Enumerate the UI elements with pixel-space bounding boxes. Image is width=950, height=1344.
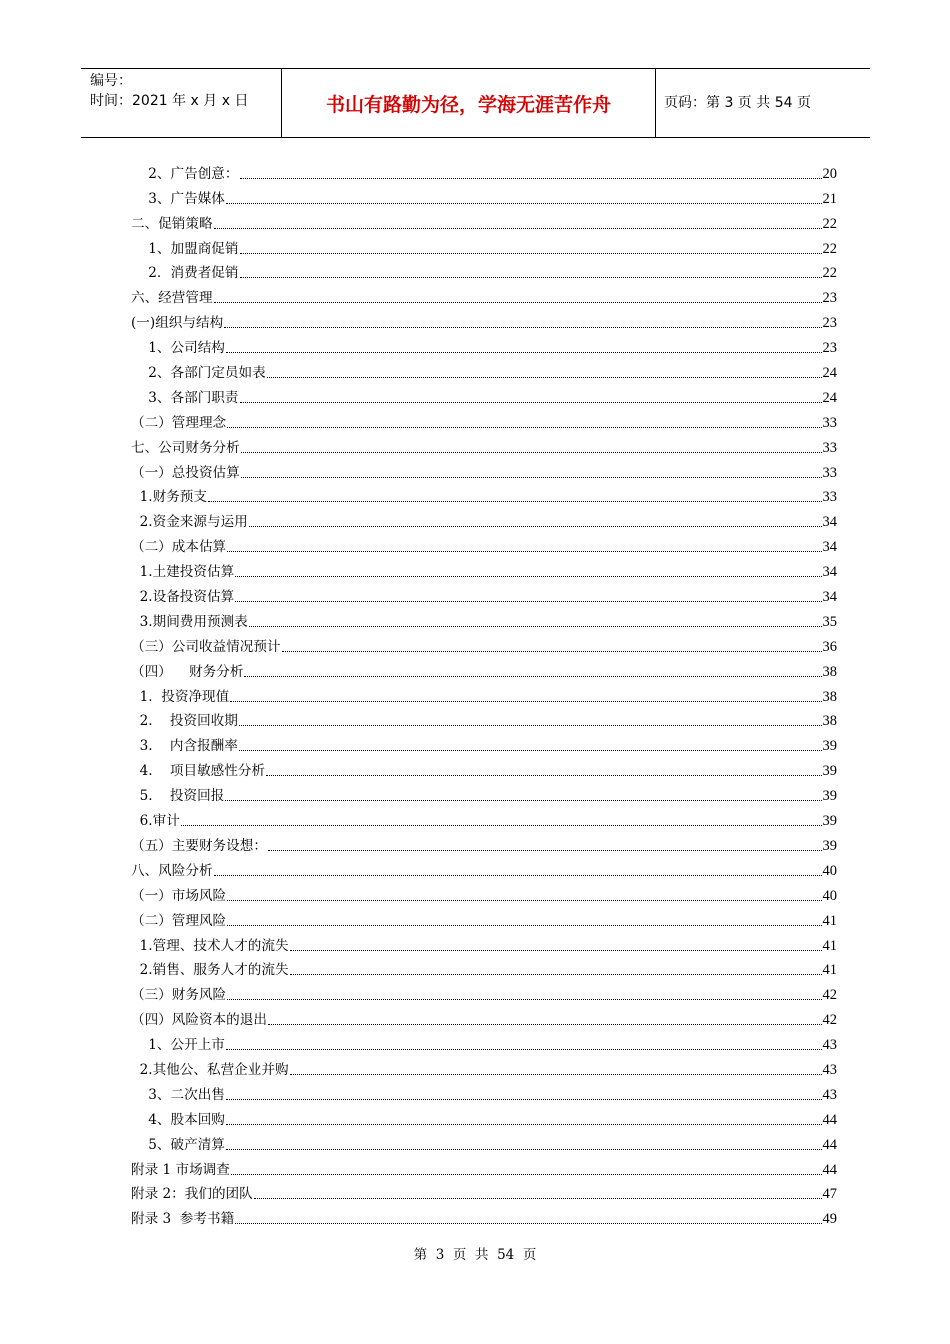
toc-entry[interactable] — [131, 979, 837, 1004]
toc-entry-page: 44 — [822, 1161, 837, 1178]
toc-leader-dots — [249, 626, 822, 627]
toc-entry-title: （四）风险资本的退出 — [131, 1012, 267, 1029]
toc-entry-page: 44 — [822, 1111, 837, 1128]
toc-entry-page: 33 — [822, 439, 837, 456]
toc-entry[interactable] — [131, 855, 837, 880]
toc-entry-title: 5. 投资回报 — [131, 788, 225, 805]
toc-entry-title: 3. 内含报酬率 — [131, 738, 238, 755]
table-of-contents — [131, 158, 837, 1228]
toc-entry-title: 6.审计 — [131, 813, 180, 830]
toc-entry-page: 38 — [822, 713, 837, 730]
toc-entry-page: 39 — [822, 738, 837, 755]
toc-leader-dots — [240, 277, 822, 278]
toc-entry[interactable] — [131, 457, 837, 482]
toc-entry[interactable] — [131, 681, 837, 706]
toc-entry[interactable] — [131, 432, 837, 457]
toc-entry-title: 3.期间费用预测表 — [131, 613, 248, 630]
toc-entry-title: 2.设备投资估算 — [131, 589, 235, 606]
toc-entry-title: 1.土建投资估算 — [131, 564, 235, 581]
header-info-cell — [81, 69, 281, 137]
toc-entry[interactable] — [131, 332, 837, 357]
toc-entry-title: （五）主要财务设想： — [131, 837, 267, 854]
toc-entry-title: （一）总投资估算 — [131, 464, 240, 481]
header-motto: 书山有路勤为径，学海无涯苦作舟 — [325, 94, 611, 116]
toc-entry-page: 40 — [822, 887, 837, 904]
header-page-info: 页码：第 3 页 共 54 页 — [664, 95, 811, 111]
toc-entry-title: 七、公司财务分析 — [131, 439, 240, 456]
toc-entry[interactable] — [131, 1029, 837, 1054]
toc-entry-page: 23 — [822, 290, 837, 307]
toc-entry[interactable] — [131, 1004, 837, 1029]
toc-entry-page: 43 — [822, 1037, 837, 1054]
toc-entry-title: （三）公司收益情况预计 — [131, 638, 281, 655]
toc-entry[interactable] — [131, 1104, 837, 1129]
toc-entry-title: 2.资金来源与运用 — [131, 514, 248, 531]
toc-entry-title: 1、公开上市 — [131, 1037, 225, 1054]
toc-entry[interactable] — [131, 158, 837, 183]
toc-entry-page: 20 — [822, 165, 837, 182]
toc-entry-title: 2、各部门定员如表 — [131, 365, 266, 382]
toc-entry-page: 41 — [822, 912, 837, 929]
toc-leader-dots — [235, 601, 821, 602]
toc-entry[interactable] — [131, 880, 837, 905]
toc-entry[interactable] — [131, 780, 837, 805]
toc-leader-dots — [268, 1024, 822, 1025]
toc-leader-dots — [214, 302, 822, 303]
toc-entry-page: 24 — [822, 389, 837, 406]
toc-entry[interactable] — [131, 357, 837, 382]
toc-entry-page: 40 — [822, 862, 837, 879]
toc-entry-title: 2.其他公、私营企业并购 — [131, 1061, 289, 1078]
toc-entry[interactable] — [131, 282, 837, 307]
toc-entry[interactable] — [131, 531, 837, 556]
toc-entry-title: 4、股本回购 — [131, 1111, 225, 1128]
toc-entry[interactable] — [131, 905, 837, 930]
toc-leader-dots — [239, 750, 822, 751]
toc-entry-title: (一)组织与结构 — [131, 315, 224, 332]
toc-entry[interactable] — [131, 805, 837, 830]
toc-entry[interactable] — [131, 755, 837, 780]
toc-entry-page: 43 — [822, 1061, 837, 1078]
toc-leader-dots — [241, 477, 822, 478]
toc-entry[interactable] — [131, 656, 837, 681]
toc-entry[interactable] — [131, 730, 837, 755]
toc-leader-dots — [214, 875, 822, 876]
toc-entry-page: 22 — [822, 265, 837, 282]
toc-entry-title: 1、公司结构 — [131, 340, 225, 357]
toc-leader-dots — [227, 551, 821, 552]
toc-entry-page: 35 — [822, 613, 837, 630]
toc-entry-page: 36 — [822, 638, 837, 655]
toc-entry-page: 33 — [822, 464, 837, 481]
toc-entry-title: 附录 2：我们的团队 — [131, 1186, 253, 1203]
toc-leader-dots — [235, 576, 821, 577]
toc-entry-page: 39 — [822, 813, 837, 830]
toc-entry[interactable] — [131, 606, 837, 631]
toc-leader-dots — [227, 427, 821, 428]
toc-leader-dots — [239, 725, 822, 726]
toc-entry-title: （二）成本估算 — [131, 539, 227, 556]
toc-entry-title: （二）管理风险 — [131, 912, 227, 929]
toc-entry-title: （一）市场风险 — [131, 887, 227, 904]
toc-leader-dots — [226, 203, 822, 204]
toc-leader-dots — [214, 228, 822, 229]
toc-entry[interactable] — [131, 1203, 837, 1228]
toc-entry[interactable] — [131, 631, 837, 656]
toc-leader-dots — [226, 1049, 822, 1050]
toc-entry[interactable] — [131, 233, 837, 258]
toc-entry-page: 38 — [822, 663, 837, 680]
toc-entry-title: 5、破产清算 — [131, 1136, 225, 1153]
toc-entry-page: 21 — [822, 190, 837, 207]
toc-entry-page: 33 — [822, 414, 837, 431]
toc-leader-dots — [249, 526, 822, 527]
toc-entry-title: 3、各部门职责 — [131, 389, 239, 406]
toc-leader-dots — [230, 701, 821, 702]
toc-leader-dots — [226, 1124, 822, 1125]
toc-entry-page: 34 — [822, 589, 837, 606]
toc-entry[interactable] — [131, 955, 837, 980]
toc-entry-page: 44 — [822, 1136, 837, 1153]
toc-entry-page: 43 — [822, 1086, 837, 1103]
toc-entry-title: 3、二次出售 — [131, 1086, 225, 1103]
toc-entry-page: 42 — [822, 1012, 837, 1029]
toc-leader-dots — [227, 925, 821, 926]
toc-leader-dots — [241, 452, 822, 453]
toc-entry-title: 1.管理、技术人才的流失 — [131, 937, 289, 954]
toc-entry-page: 41 — [822, 962, 837, 979]
toc-entry-page: 22 — [822, 215, 837, 232]
toc-leader-dots — [181, 825, 822, 826]
toc-entry-title: 2. 投资回收期 — [131, 713, 238, 730]
toc-entry-title: 1、加盟商促销 — [131, 240, 239, 257]
toc-leader-dots — [235, 1223, 821, 1224]
toc-leader-dots — [267, 377, 822, 378]
toc-entry-title: 3、广告媒体 — [131, 190, 225, 207]
toc-leader-dots — [290, 1074, 822, 1075]
toc-entry[interactable] — [131, 208, 837, 233]
toc-leader-dots — [226, 1099, 822, 1100]
toc-entry-title: 1. 投资净现值 — [131, 688, 230, 705]
toc-leader-dots — [254, 1198, 822, 1199]
toc-entry-page: 23 — [822, 315, 837, 332]
toc-entry[interactable] — [131, 307, 837, 332]
toc-entry-page: 34 — [822, 514, 837, 531]
toc-entry-page: 34 — [822, 564, 837, 581]
toc-leader-dots — [240, 402, 822, 403]
toc-entry-page: 47 — [822, 1186, 837, 1203]
toc-entry[interactable] — [131, 183, 837, 208]
toc-entry-title: 2.销售、服务人才的流失 — [131, 962, 289, 979]
toc-leader-dots — [244, 676, 821, 677]
toc-leader-dots — [226, 352, 822, 353]
toc-leader-dots — [268, 850, 822, 851]
toc-entry[interactable] — [131, 506, 837, 531]
toc-entry-title: （二）管理理念 — [131, 414, 227, 431]
toc-leader-dots — [226, 1149, 822, 1150]
toc-leader-dots — [231, 1174, 822, 1175]
toc-leader-dots — [240, 253, 822, 254]
toc-entry[interactable] — [131, 258, 837, 283]
toc-entry-page: 49 — [822, 1211, 837, 1228]
toc-entry[interactable] — [131, 1154, 837, 1179]
toc-leader-dots — [266, 775, 821, 776]
toc-entry[interactable] — [131, 1179, 837, 1204]
toc-entry[interactable] — [131, 1129, 837, 1154]
toc-entry-title: 1.财务预支 — [131, 489, 207, 506]
toc-leader-dots — [282, 651, 822, 652]
toc-entry[interactable] — [131, 407, 837, 432]
toc-entry-page: 42 — [822, 987, 837, 1004]
toc-entry[interactable] — [131, 1079, 837, 1104]
toc-entry-page: 23 — [822, 340, 837, 357]
header-time-label: 时间：2021 年 x 月 x 日 — [90, 93, 249, 109]
toc-entry-page: 39 — [822, 837, 837, 854]
toc-entry[interactable] — [131, 581, 837, 606]
toc-entry-page: 39 — [822, 763, 837, 780]
header-motto-cell — [281, 69, 656, 137]
toc-entry-title: 2、广告创意： — [131, 165, 239, 182]
toc-entry-title: 附录 1 市场调查 — [131, 1161, 230, 1178]
toc-entry-title: 二、促销策略 — [131, 215, 213, 232]
toc-entry[interactable] — [131, 1054, 837, 1079]
toc-leader-dots — [225, 800, 821, 801]
header-page-cell — [655, 69, 870, 137]
toc-leader-dots — [208, 501, 822, 502]
toc-entry-page: 22 — [822, 240, 837, 257]
toc-entry-title: 附录 3 参考书籍 — [131, 1211, 235, 1228]
toc-leader-dots — [227, 999, 821, 1000]
toc-entry-title: 八、风险分析 — [131, 862, 213, 879]
toc-entry-page: 24 — [822, 365, 837, 382]
toc-entry-page: 41 — [822, 937, 837, 954]
toc-entry-page: 34 — [822, 539, 837, 556]
toc-entry[interactable] — [131, 482, 837, 507]
page-header — [81, 68, 870, 138]
toc-entry[interactable] — [131, 930, 837, 955]
toc-entry-page: 38 — [822, 688, 837, 705]
toc-entry-page: 39 — [822, 788, 837, 805]
toc-entry[interactable] — [131, 382, 837, 407]
page-footer: 第 3 页 共 54 页 — [413, 1247, 537, 1263]
toc-entry-title: 六、经营管理 — [131, 290, 213, 307]
toc-entry[interactable] — [131, 706, 837, 731]
toc-leader-dots — [224, 327, 821, 328]
toc-leader-dots — [240, 178, 822, 179]
header-number-label: 编号： — [90, 73, 132, 89]
toc-entry-page: 33 — [822, 489, 837, 506]
toc-leader-dots — [290, 974, 822, 975]
toc-entry-title: （四） 财务分析 — [131, 663, 244, 680]
toc-entry-title: 2．消费者促销 — [131, 265, 239, 282]
toc-entry-title: 4. 项目敏感性分析 — [131, 763, 266, 780]
toc-leader-dots — [290, 950, 822, 951]
toc-leader-dots — [227, 900, 821, 901]
toc-entry[interactable] — [131, 556, 837, 581]
toc-entry[interactable] — [131, 830, 837, 855]
toc-entry-title: （三）财务风险 — [131, 987, 227, 1004]
